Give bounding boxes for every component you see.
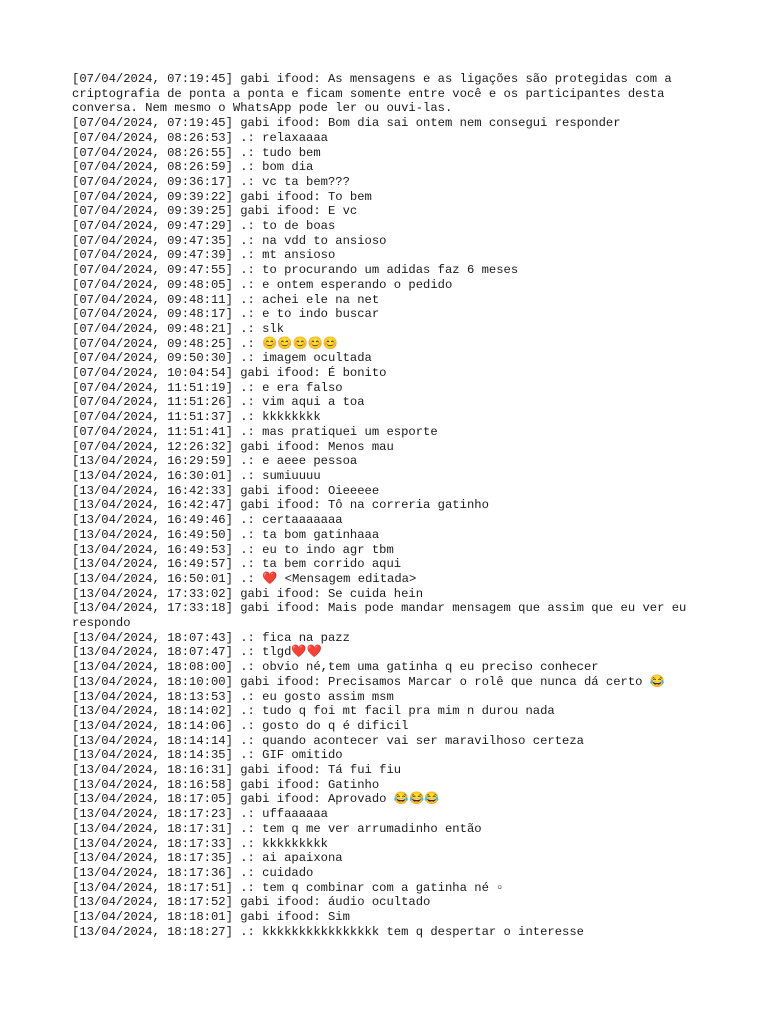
chat-message-line: [13/04/2024, 18:16:31] gabi ifood: Tá fui fiu <box>72 763 402 778</box>
chat-message-line: [13/04/2024, 18:18:01] gabi ifood: Sim <box>72 910 350 925</box>
chat-message-line: [07/04/2024, 11:51:37] .: kkkkkkkk <box>72 410 321 425</box>
chat-message-line: [07/04/2024, 09:48:05] .: e ontem esperando o pedido <box>72 277 453 292</box>
chat-message-line: [13/04/2024, 17:33:02] gabi ifood: Se cuida hein <box>72 586 424 601</box>
chat-message-line: [13/04/2024, 18:13:53] .: eu gosto assim msm <box>72 689 394 704</box>
chat-message-line: [07/04/2024, 09:48:21] .: slk <box>72 321 285 336</box>
chat-message-line: [13/04/2024, 17:33:18] gabi ifood: Mais pode mandar mensagem que assim que eu ver eu respondo <box>72 601 694 631</box>
chat-message-line: [13/04/2024, 18:14:02] .: tudo q foi mt facil pra mim n durou nada <box>72 704 555 719</box>
chat-message-line: [13/04/2024, 16:49:53] .: eu to indo agr tbm <box>72 542 394 557</box>
chat-message-line: [13/04/2024, 18:17:36] .: cuidado <box>72 865 314 880</box>
chat-message-line: [13/04/2024, 16:49:50] .: ta bom gatinhaaa <box>72 527 380 542</box>
chat-message-line: [13/04/2024, 16:49:46] .: certaaaaaaa <box>72 513 343 528</box>
chat-message-line: [13/04/2024, 18:17:51] .: tem q combinar com a gatinha né ▫ <box>72 880 504 895</box>
chat-message-line: [07/04/2024, 08:26:53] .: relaxaaaa <box>72 130 328 145</box>
chat-message-line: [07/04/2024, 11:51:26] .: vim aqui a toa <box>72 395 365 410</box>
chat-message-line: [07/04/2024, 09:36:17] .: vc ta bem??? <box>72 174 350 189</box>
chat-message-line: [13/04/2024, 16:42:47] gabi ifood: Tô na correria gatinho <box>72 498 489 513</box>
chat-message-line: [13/04/2024, 16:30:01] .: sumiuuuu <box>72 468 321 483</box>
chat-message-line: [07/04/2024, 08:26:59] .: bom dia <box>72 160 314 175</box>
chat-message-line: [07/04/2024, 09:39:25] gabi ifood: E vc <box>72 204 358 219</box>
chat-message-line: [13/04/2024, 16:42:33] gabi ifood: Oieeeee <box>72 483 380 498</box>
chat-message-line: [13/04/2024, 18:17:23] .: uffaaaaaa <box>72 807 328 822</box>
chat-export-document <box>72 72 700 939</box>
chat-message-line: [13/04/2024, 18:17:52] gabi ifood: áudio ocultado <box>72 895 431 910</box>
chat-message-line: [07/04/2024, 09:48:25] .: 😊😊😊😊😊 <box>72 336 339 351</box>
chat-message-line: [13/04/2024, 16:49:57] .: ta bem corrido aqui <box>72 557 402 572</box>
chat-message-line: [13/04/2024, 18:07:43] .: fica na pazz <box>72 630 350 645</box>
chat-message-line: [07/04/2024, 09:48:11] .: achei ele na net <box>72 292 380 307</box>
chat-message-line: [07/04/2024, 09:39:22] gabi ifood: To bem <box>72 189 372 204</box>
chat-message-line: [07/04/2024, 07:19:45] gabi ifood: Bom dia sai ontem nem consegui responder <box>72 116 621 131</box>
chat-message-line: [13/04/2024, 18:17:05] gabi ifood: Aprovado 😂😂😂 <box>72 792 440 807</box>
chat-message-line: [07/04/2024, 09:47:29] .: to de boas <box>72 219 336 234</box>
chat-message-line: [13/04/2024, 18:07:47] .: tlgd❤️❤️ <box>72 645 322 660</box>
chat-message-line: [13/04/2024, 18:08:00] .: obvio né,tem uma gatinha q eu preciso conhecer <box>72 660 599 675</box>
chat-message-line: [13/04/2024, 18:16:58] gabi ifood: Gatinho <box>72 777 380 792</box>
chat-message-line: [13/04/2024, 18:17:33] .: kkkkkkkkk <box>72 836 328 851</box>
chat-message-line: [13/04/2024, 18:14:06] .: gosto do q é dificil <box>72 718 409 733</box>
chat-message-line: [13/04/2024, 18:17:35] .: ai apaixona <box>72 851 343 866</box>
chat-message-line: [07/04/2024, 07:19:45] gabi ifood: As mensagens e as ligações são protegidas com a criptografia de ponta a ponta e ficam somente entre você e os participantes desta conversa. Nem mesmo o WhatsApp pode ler ou ouvi-las. <box>72 72 680 116</box>
chat-message-line: [13/04/2024, 18:14:35] .: GIF omitido <box>72 748 343 763</box>
chat-message-line: [13/04/2024, 18:18:27] .: kkkkkkkkkkkkkkkk tem q despertar o interesse <box>72 924 584 939</box>
chat-message-line: [13/04/2024, 16:29:59] .: e aeee pessoa <box>72 454 358 469</box>
chat-message-line: [07/04/2024, 10:04:54] gabi ifood: É bonito <box>72 366 387 381</box>
chat-message-line: [13/04/2024, 16:50:01] .: ❤️ <Mensagem editada> <box>72 571 417 586</box>
chat-message-line: [13/04/2024, 18:14:14] .: quando acontecer vai ser maravilhoso certeza <box>72 733 584 748</box>
chat-message-line: [07/04/2024, 09:47:39] .: mt ansioso <box>72 248 336 263</box>
chat-message-line: [13/04/2024, 18:10:00] gabi ifood: Precisamos Marcar o rolê que nunca dá certo 😂 <box>72 674 665 689</box>
chat-message-line: [07/04/2024, 09:47:35] .: na vdd to ansioso <box>72 233 387 248</box>
chat-message-line: [07/04/2024, 09:47:55] .: to procurando um adidas faz 6 meses <box>72 263 519 278</box>
chat-message-line: [13/04/2024, 18:17:31] .: tem q me ver arrumadinho então <box>72 821 482 836</box>
chat-message-line: [07/04/2024, 08:26:55] .: tudo bem <box>72 145 321 160</box>
chat-message-line: [07/04/2024, 11:51:19] .: e era falso <box>72 380 343 395</box>
chat-message-line: [07/04/2024, 09:48:17] .: e to indo buscar <box>72 307 380 322</box>
chat-message-line: [07/04/2024, 12:26:32] gabi ifood: Menos mau <box>72 439 394 454</box>
chat-message-line: [07/04/2024, 09:50:30] .: imagem ocultada <box>72 351 372 366</box>
chat-message-line: [07/04/2024, 11:51:41] .: mas pratiquei um esporte <box>72 424 438 439</box>
